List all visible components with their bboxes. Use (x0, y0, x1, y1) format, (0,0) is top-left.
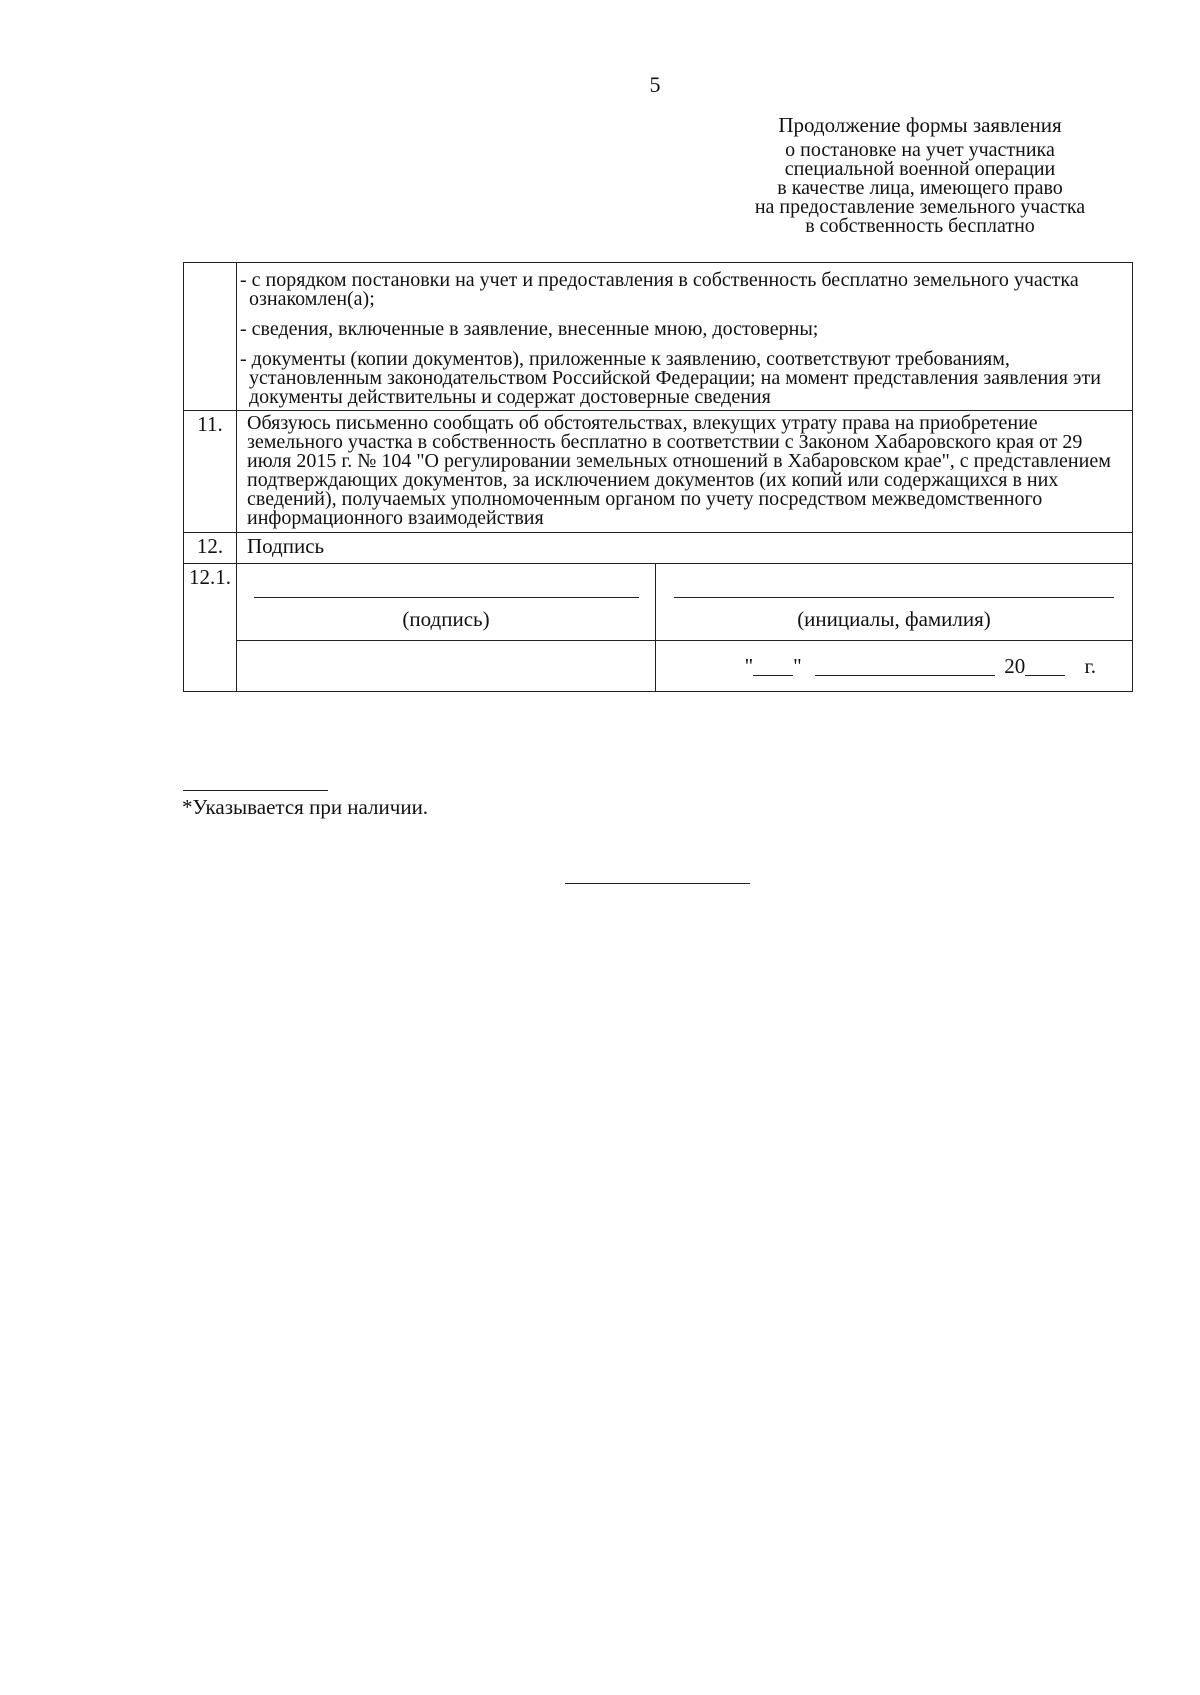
header-line-4: в качестве лица, имеющего право (777, 177, 1063, 199)
page-number: 5 (649, 72, 661, 97)
signature-heading-cell (237, 533, 1133, 564)
footnote-divider (183, 790, 328, 791)
signature-cell[interactable] (237, 564, 656, 641)
table-row-12 (184, 533, 1133, 564)
date-close-quote: " (793, 654, 802, 678)
signature-line[interactable] (254, 597, 639, 598)
row-number-empty (184, 263, 237, 411)
empty-cell (237, 641, 656, 692)
table-row-12-1 (184, 564, 1133, 641)
year-suffix: г. (1084, 654, 1096, 678)
table-row-continuation (184, 263, 1133, 411)
year-blank[interactable] (1025, 657, 1065, 676)
consent-paragraph-documents: - документы (копии документов), приложенные к заявлению, соответствуют требованиям, установленным законодательством Российской Федерации; на момент представления заявления эти документы действительны и содержат достоверные сведения (240, 348, 1101, 408)
name-cell[interactable] (656, 564, 1133, 641)
signature-caption: (подпись) (402, 607, 490, 631)
form-continuation-header (690, 113, 1150, 237)
application-form-table (183, 262, 1133, 692)
date-cell[interactable] (656, 641, 1133, 692)
day-blank[interactable] (753, 657, 793, 676)
signature-heading: Подпись (247, 534, 325, 558)
consent-paragraph-procedure: - с порядком постановки на учет и предоставления в собственность бесплатно земельного участка ознакомлен(а); (240, 269, 1079, 310)
consent-paragraph-accuracy: - сведения, включенные в заявление, внесенные мною, достоверны; (240, 318, 819, 340)
row-number: 12.1. (184, 564, 237, 692)
end-of-document-line (565, 883, 750, 884)
header-line-5: на предоставление земельного участка (754, 196, 1086, 218)
row-number: 11. (184, 411, 237, 533)
header-line-2: о постановке на учет участника (785, 139, 1055, 161)
year-prefix: 20 (1004, 654, 1026, 678)
table-row-date (184, 641, 1133, 692)
date-open-quote: " (744, 654, 754, 678)
date-field[interactable] (656, 641, 1132, 686)
month-blank[interactable] (815, 657, 995, 676)
header-line-1: Продолжение формы заявления (778, 113, 1062, 137)
obligation-cell (237, 411, 1133, 533)
name-line[interactable] (674, 597, 1114, 598)
header-line-3: специальной военной операции (784, 158, 1056, 180)
table-row-11 (184, 411, 1133, 533)
header-line-6: в собственность бесплатно (805, 215, 1035, 237)
footnote-text: *Указывается при наличии. (182, 795, 429, 819)
obligation-text: Обязуюсь письменно сообщать об обстоятельствах, влекущих утрату права на приобретение земельного участка в собственность бесплатно в соответствии с Законом Хабаровского края от 29 июля 2015 г. № 104 "О регулировании земельных отношений в Хабаровском крае", с представлением подтверждающих документов, за исключением документов (их копий или содержащихся в них сведений), получаемых уполномоченным органом по учету посредством межведомственного информационного взаимодействия (247, 412, 1111, 529)
name-caption: (инициалы, фамилия) (797, 607, 991, 631)
consent-cell (237, 263, 1133, 411)
row-number: 12. (184, 533, 237, 564)
